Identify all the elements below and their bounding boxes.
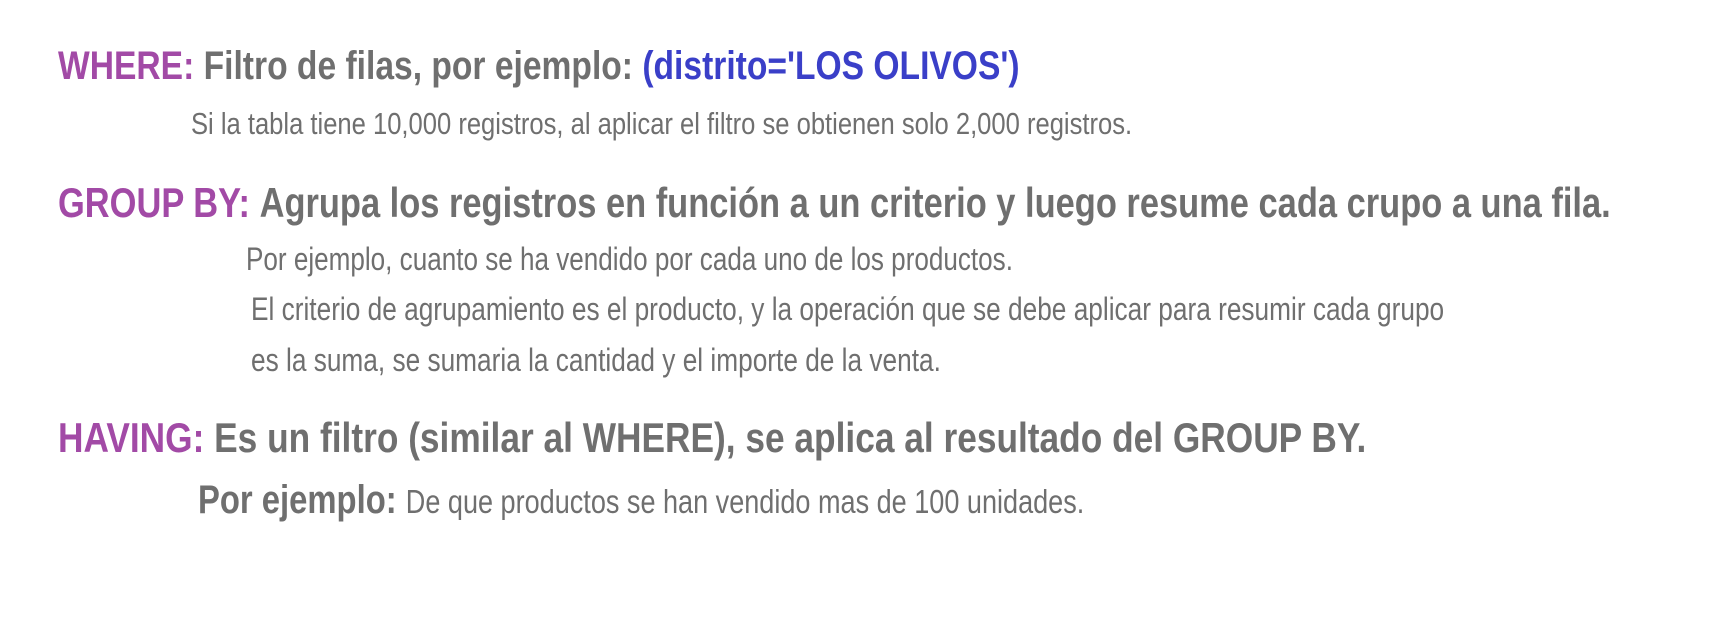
where-heading-line: [58, 46, 1020, 86]
where-title: Filtro de filas, por ejemplo:: [203, 44, 633, 88]
group-by-heading-line: [58, 179, 1611, 226]
group-by-description-line-1: Por ejemplo, cuanto se ha vendido por cada uno de los productos.: [246, 241, 1013, 277]
having-example-text: De que productos se han vendido mas de 100 unidades.: [405, 483, 1085, 520]
group-by-description-line-2: El criterio de agrupamiento es el producto, y la operación que se debe aplicar para resumir cada grupo: [251, 291, 1445, 327]
having-keyword: HAVING:: [58, 414, 205, 461]
having-heading-line: [58, 414, 1367, 461]
group-by-keyword: GROUP BY:: [58, 179, 250, 226]
where-keyword: WHERE:: [58, 44, 195, 88]
having-example-label: Por ejemplo:: [198, 478, 397, 522]
having-title: Es un filtro (similar al WHERE), se aplica al resultado del GROUP BY.: [214, 414, 1367, 461]
where-description: Si la tabla tiene 10,000 registros, al aplicar el filtro se obtienen solo 2,000 registros.: [191, 106, 1133, 141]
having-example-line: [198, 480, 1084, 520]
group-by-title: Agrupa los registros en función a un criterio y luego resume cada crupo a una fila.: [259, 179, 1611, 226]
where-example-code: (distrito='LOS OLIVOS'): [642, 44, 1020, 88]
group-by-description-line-3: es la suma, se sumaria la cantidad y el importe de la venta.: [251, 342, 941, 378]
